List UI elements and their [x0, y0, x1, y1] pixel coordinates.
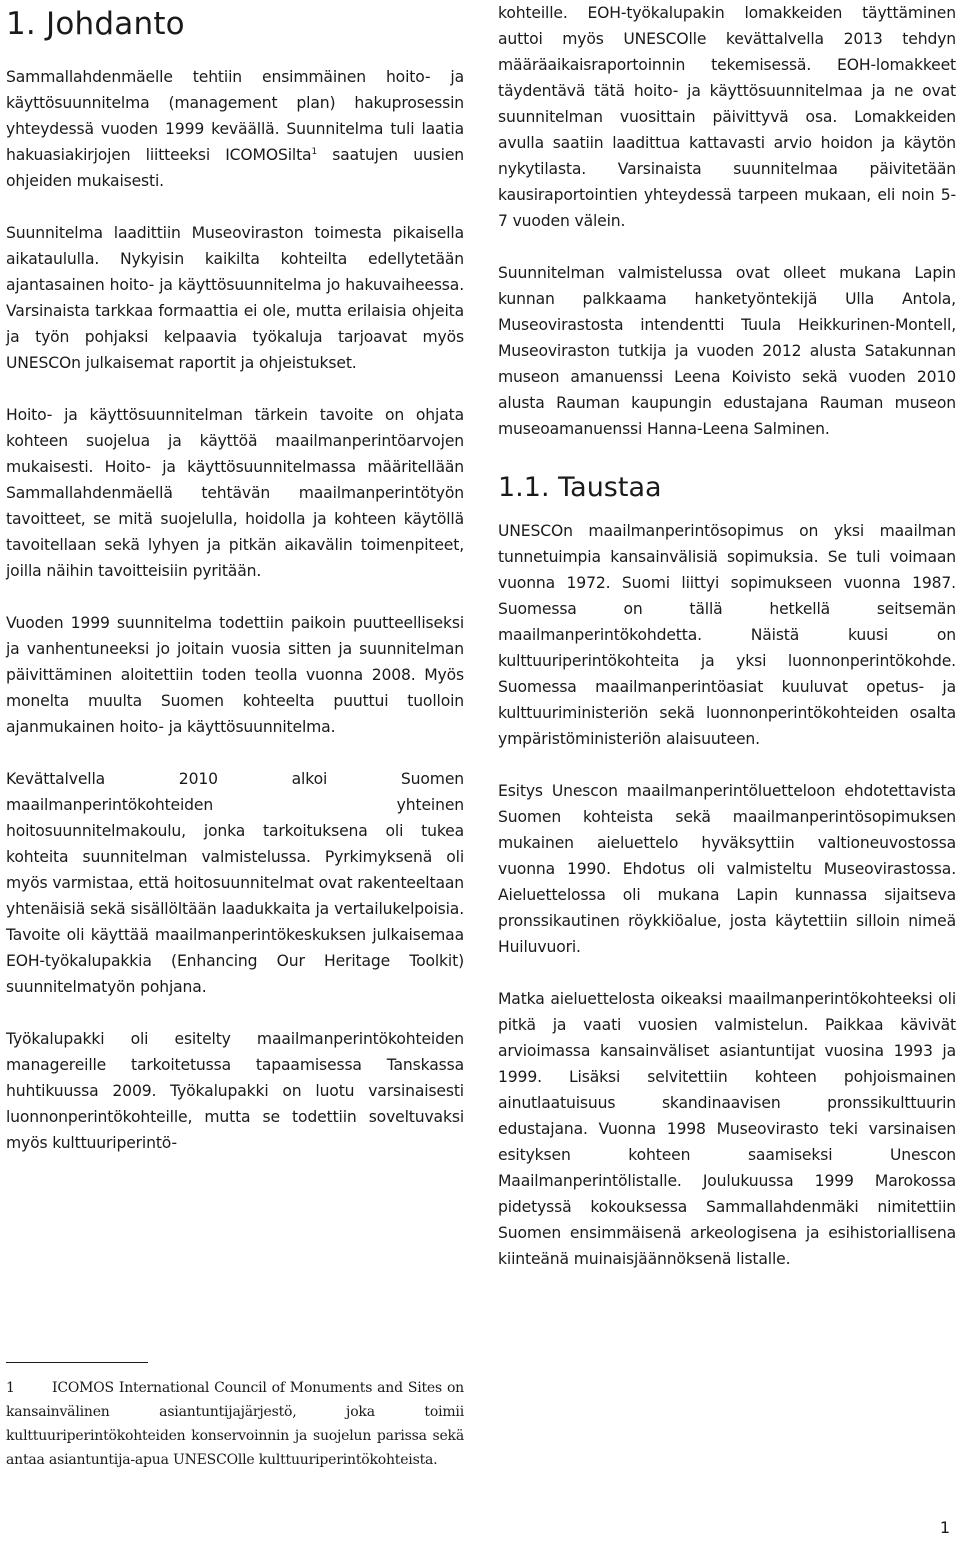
paragraph: Kevättalvella 2010 alkoi Suomen maailmanperintökohteiden yhteinen hoitosuunnitelmakoulu, jonka tarkoituksena oli tukea kohteita suunnitelman valmistelussa. Pyrkimyksenä oli myös varmistaa, että hoitosuunnitelmat ovat rakenteeltaan yhtenäisiä sekä sisällöltään laadukkaita ja vertailukelpoisia. Tavoite oli käyttää maailmanperintökeskuksen julkaisemaa EOH-työkalupakkia (Enhancing Our Heritage Toolkit) suunnitelmatyön pohjana.: [6, 770, 464, 996]
footnote-divider: [6, 1362, 148, 1363]
paragraph: kohteille. EOH-työkalupakin lomakkeiden täyttäminen auttoi myös UNESCOlle kevättalvella 2013 tehdyn määräaikaisraportoinnin tekemisessä. EOH-lomakkeet täydentävä tätä hoito- ja käyttösuunnitelmaa ja ne ovat suunnitelman vuosittain päivittyvä osa. Lomakkeiden avulla saatiin laadittua kattavasti arvio hoidon ja käytön nykytilasta. Varsinaista suunnitelmaa päivitetään kausiraportointien yhteydessä tarpeen mukaan, eli noin 5-7 vuoden välein.: [498, 4, 956, 230]
paragraph: Suunnitelman valmistelussa ovat olleet mukana Lapin kunnan palkkaama hanketyöntekijä Ulla Antola, Museovirastosta intendentti Tuula Heikkurinen-Montell, Museoviraston tutkija ja vuoden 2012 alusta Satakunnan museon amanuenssi Leena Koivisto sekä vuoden 2010 alusta Rauman kaupungin edustajana Rauman museon museoamanuenssi Hanna-Leena Salminen.: [498, 264, 956, 438]
paragraph: Esitys Unescon maailmanperintöluetteloon ehdotettavista Suomen kohteista sekä maailmanperintösopimuksen mukainen aieluettelo hyväksyttiin valtioneuvostossa vuonna 1990. Ehdotus oli valmisteltu Museovirastossa. Aieluettelossa oli mukana Lapin kunnassa sijaitseva pronssikautinen röykkiöalue, josta käytettiin silloin nimeä Huiluvuori.: [498, 782, 956, 956]
footnote-text: ICOMOS International Council of Monuments and Sites on kansainvälinen asiantuntijajärjestö, joka toimii kulttuuriperintökohteiden konservoinnin ja suojelun parissa sekä antaa asiantuntija-apua UNESCOlle kulttuuriperintökohteista.: [6, 1380, 464, 1468]
left-column: [6, 0, 464, 1156]
paragraph: Matka aieluettelosta oikeaksi maailmanperintökohteeksi oli pitkä ja vaati vuosien valmistelun. Paikkaa kävivät arvioimassa kansainväliset asiantuntijat vuosina 1993 ja 1999. Lisäksi selvitettiin kohteen pohjoismainen ainutlaatuisuus skandinaavisen pronssikulttuurin edustajana. Vuonna 1998 Museovirasto teki varsinaisen esityksen kohteen saamiseksi Unescon Maailmanperintölistalle. Joulukuussa 1999 Marokossa pidetyssä kokouksessa Sammallahdenmäki nimitettiin Suomen ensimmäisenä arkeologisena ja esihistoriallisena kiinteänä muinaisjäännöksenä listalle.: [498, 990, 956, 1268]
paragraph: Hoito- ja käyttösuunnitelman tärkein tavoite on ohjata kohteen suojelua ja käyttöä maailmanperintöarvojen mukaisesti. Hoito- ja käyttösuunnitelmassa määritellään Sammallahdenmäellä tehtävän maailmanperintötyön tavoitteet, se mitä suojelulla, hoidolla ja kohteen käytöllä tavoitellaan sekä lyhyen ja pitkän aikavälin toimenpiteet, joilla näihin tavoitteisiin pyritään.: [6, 406, 464, 580]
chapter-title: Johdanto: [46, 6, 185, 42]
paragraph-text: Sammallahdenmäelle tehtiin ensimmäinen hoito- ja käyttösuunnitelma (management plan) hakuprosessin yhteydessä vuoden 1999 keväällä. Suunnitelma tuli laatia hakuasiakirjojen liitteeksi ICOMOSilta: [6, 68, 464, 164]
paragraph-text: saatujen uusien ohjeiden mukaisesti.: [6, 146, 464, 190]
page-number: 1: [939, 1518, 950, 1537]
right-column: [498, 0, 956, 1272]
section-title: Taustaa: [558, 472, 662, 503]
footnote-number: 1: [6, 1380, 15, 1396]
footnote: [6, 1376, 464, 1472]
section-number: 1.1.: [498, 472, 550, 503]
paragraph: UNESCOn maailmanperintösopimus on yksi maailman tunnetuimpia kansainvälisiä sopimuksia. Se tuli voimaan vuonna 1972. Suomi liittyi sopimukseen vuonna 1987. Suomessa on tällä hetkellä seitsemän maailmanperintökohdetta. Näistä kuusi on kulttuuriperintökohteita ja yksi luonnonperintökohde. Suomessa maailmanperintöasiat kuuluvat opetus- ja kulttuuriministeriön sekä luonnonperintökohteiden osalta ympäristöministeriön alaisuuteen.: [498, 522, 956, 748]
paragraph: Vuoden 1999 suunnitelma todettiin paikoin puutteelliseksi ja vanhentuneeksi jo joitain vuosia sitten ja suunnitelman päivittäminen aloitettiin toden teolla vuonna 2008. Myös monelta muulta Suomen kohteelta puuttui tuolloin ajanmukainen hoito- ja käyttösuunnitelma.: [6, 614, 464, 736]
chapter-heading: [6, 0, 464, 46]
chapter-number: 1.: [6, 6, 36, 42]
footnote-reference[interactable]: 1: [311, 146, 318, 157]
paragraph: [6, 64, 464, 194]
section-heading: [498, 468, 956, 508]
paragraph: Suunnitelma laadittiin Museoviraston toimesta pikaisella aikataululla. Nykyisin kaikilta kohteilta edellytetään ajantasainen hoito- ja käyttösuunnitelma jo hakuvaiheessa. Varsinaista tarkkaa formaattia ei ole, mutta erilaisia ohjeita ja työn pohjaksi kelpaavia työkaluja tarjoavat myös UNESCOn julkaisemat raportit ja ohjeistukset.: [6, 224, 464, 372]
paragraph: Työkalupakki oli esitelty maailmanperintökohteiden managereille tarkoitetussa tapaamisessa Tanskassa huhtikuussa 2009. Työkalupakki on luotu varsinaisesti luonnonperintökohteille, mutta se todettiin soveltuvaksi myös kulttuuriperintö-: [6, 1030, 464, 1152]
